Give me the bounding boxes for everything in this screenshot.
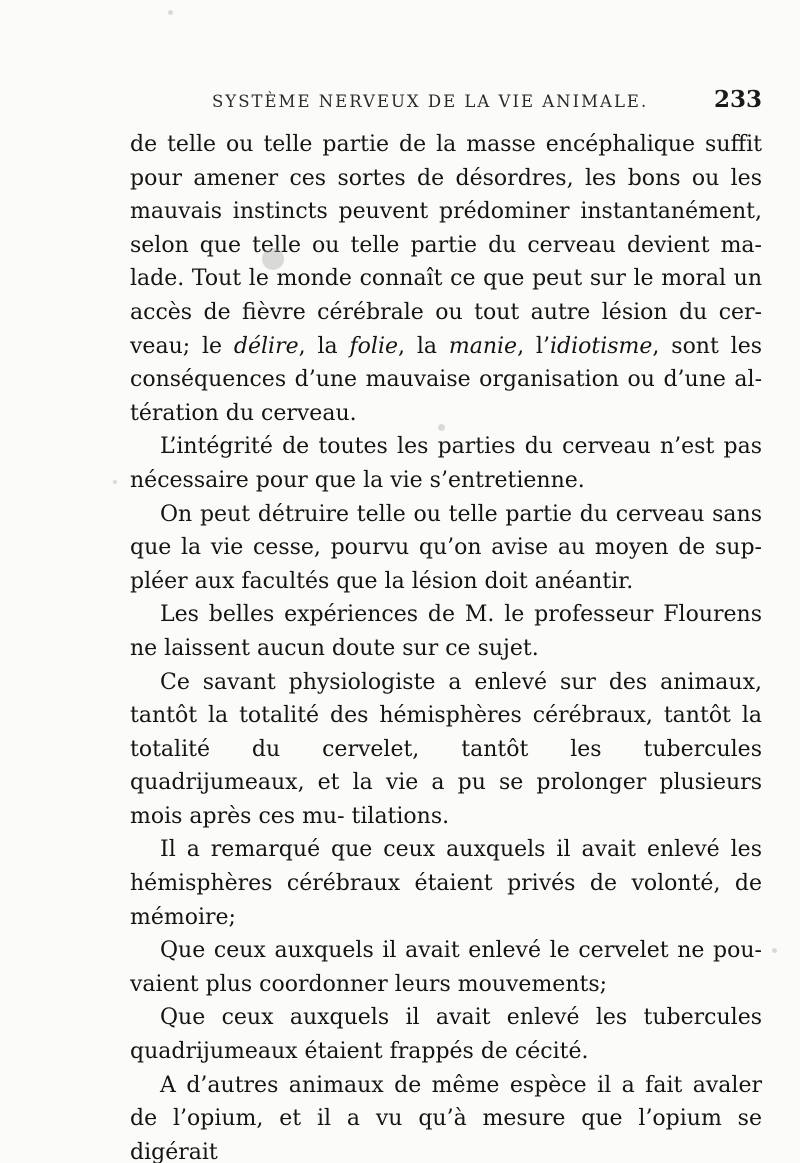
ink-speck: [772, 948, 777, 953]
page-header: [130, 86, 762, 120]
paragraph-1: [130, 128, 762, 430]
ink-speck: [113, 480, 117, 484]
paragraph-6: Il a remarqué que ceux auxquels il avait enlevé les hémisphères cérébraux étaient privés de volonté, de mémoire;: [130, 837, 762, 930]
paragraph-3: On peut détruire telle ou telle partie du cerveau sans que la vie cesse, pourvu qu’on avise au moyen de sup- pléer aux facultés que la lésion doit anéantir.: [130, 501, 762, 594]
term-idiotisme: idiotisme: [549, 333, 653, 359]
separator-1: , la: [298, 333, 350, 359]
ink-speck: [262, 248, 284, 270]
paragraph-8: Que ceux auxquels il avait enlevé les tubercules quadrijumeaux étaient frappés de cécité.: [130, 1005, 762, 1065]
term-manie: manie: [448, 333, 518, 359]
body-text: [130, 128, 762, 1163]
paragraph-4: Les belles expériences de M. le professeur Flourens ne laissent aucun doute sur ce sujet.: [130, 602, 762, 661]
ink-speck: [438, 424, 445, 431]
page-number: 233: [713, 86, 762, 113]
paragraph-1-text-a: de telle ou telle partie de la masse encéphalique suffit pour amener ces sortes de désordres, les bons ou les mauvais instincts peuvent prédominer instantanément, selon que telle ou telle partie du cerveau devient ma- lade. Tout le monde connaît ce que peut sur le moral un accès de fièvre cérébrale ou tout autre lésion du cer- veau; le: [130, 132, 762, 359]
paragraph-2: L’intégrité de toutes les parties du cerveau n’est pas nécessaire pour que la vie s’entretienne.: [130, 434, 762, 493]
paragraph-1-text-b: , sont les conséquences d’une mauvaise organisation ou d’une al- tération du cerveau.: [130, 333, 763, 426]
running-head: SYSTÈME NERVEUX DE LA VIE ANIMALE.: [212, 92, 649, 111]
paragraph-9: A d’autres animaux de même espèce il a fait avaler de l’opium, et il a vu qu’à mesure que l’opium se digérait: [130, 1072, 762, 1163]
paragraph-7: Que ceux auxquels il avait enlevé le cervelet ne pou- vaient plus coordonner leurs mouvements;: [130, 938, 762, 997]
ink-speck: [168, 10, 173, 15]
separator-2: , la: [398, 333, 449, 359]
paragraph-5: Ce savant physiologiste a enlevé sur des animaux, tantôt la totalité des hémisphères cérébraux, tantôt la totalité du cervelet, tantôt les tubercules quadrijumeaux, et la vie a pu se prolonger plusieurs mois après ces mu- tilations.: [130, 669, 762, 829]
term-delire: délire: [233, 333, 299, 359]
term-folie: folie: [349, 333, 398, 359]
separator-3: , l’: [517, 333, 550, 359]
